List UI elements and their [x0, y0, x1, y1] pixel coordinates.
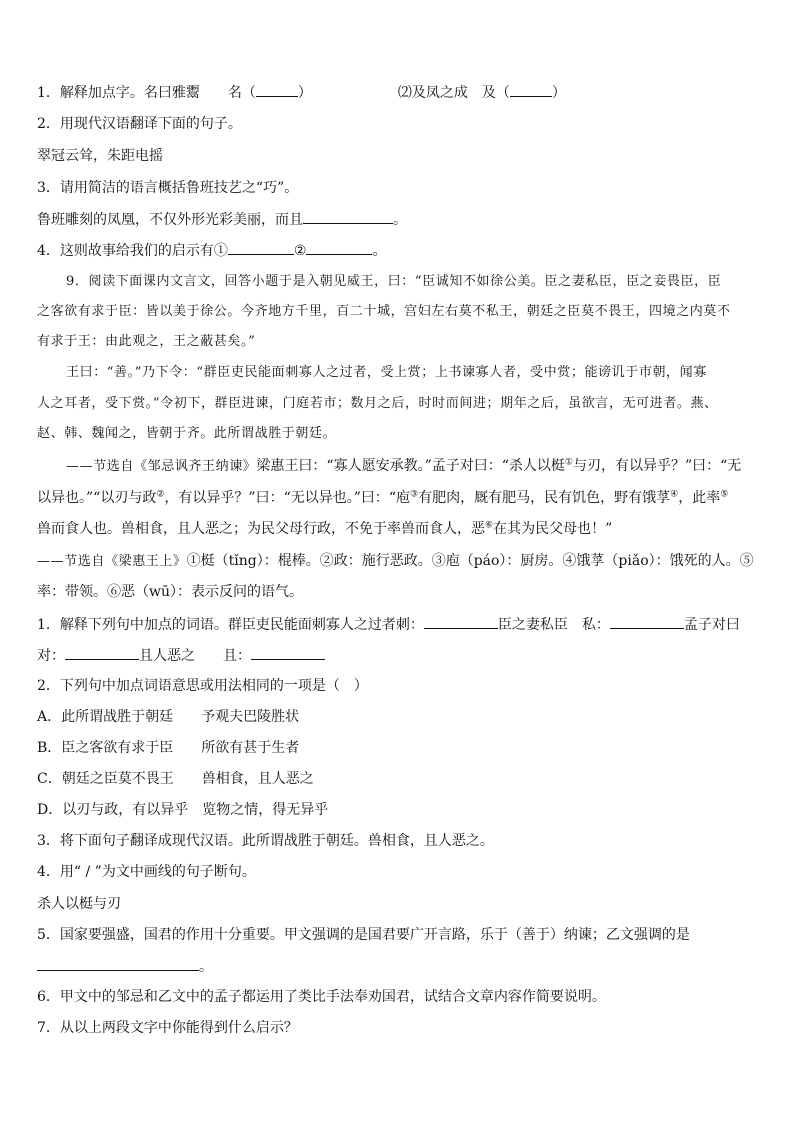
answer-blank[interactable]: [228, 240, 294, 255]
option-b[interactable]: B．臣之客欲有求于臣 所欲有甚于生者: [37, 740, 300, 756]
top-question-1: 1．解释加点字。名曰雅鬻 名（ ） ⑵及凤之成 及（ ）: [37, 82, 782, 103]
question-5: 5．国家要强盛，国君的作用十分重要。甲文强调的是国君要广开言路，乐于（善于）纳谏；乙文强调的是: [37, 927, 690, 943]
question-3: 3．将下面句子翻译成现代汉语。此所谓战胜于朝廷。兽相食，且人恶之。: [37, 833, 494, 849]
passage-jia-line: 王曰：“善。”乃下令：“群臣吏民能面刺寡人之过者，受上赏；上书谏寡人者，受中赏；能谤讥于市朝，闻寡: [66, 365, 707, 380]
question-7: 7．从以上两段文字中你能得到什么启示？: [37, 1020, 298, 1036]
question-5-answer: 。: [37, 956, 782, 977]
passage-jia-line: 9．阅读下面课内文言文，回答小题于是入朝见威王，曰：“臣诚知不如徐公美。臣之妻私臣，臣之妾畏臣，臣: [66, 274, 722, 289]
passage-yi-line: 兽而食人也。兽相食，且人恶之；为民父母行政，不免于率兽而食人，恶⑥在其为民父母也！”: [37, 520, 613, 537]
question-1-cont: 对： 且人恶之 且：: [37, 645, 782, 666]
answer-blank[interactable]: [65, 645, 139, 660]
option-d[interactable]: D．以刃与政，有以异乎 览物之情，得无异乎: [37, 802, 329, 818]
option-a[interactable]: A．此所谓战胜于朝廷 予观夫巴陵胜状: [37, 709, 300, 725]
notes-line: 率：带领。⑥恶（wū）：表示反问的语气。: [37, 584, 303, 600]
passage-yi-line: ——节选自《邹忌讽齐王纳谏》梁惠王曰：“寡人愿安承教。”孟子对曰：“杀人以梃①与刃，有以异乎？”曰：“无: [66, 457, 742, 474]
notes-line: ——节选自《梁惠王上》①梃（tǐng）：棍棒。②政：施行恶政。③庖（páo）：厨房。④饿莩（piǎo）：饿死的人。⑤: [37, 553, 754, 569]
answer-blank[interactable]: [37, 956, 199, 971]
passage-yi-line: 以异也。”“以刃与政②，有以异乎？”曰：“无以异也。”曰：“庖③有肥肉，厩有肥马，民有饥色，野有饿莩④，此率⑤: [37, 489, 729, 506]
question-1: 1．解释下列句中加点的词语。群臣吏民能面刺寡人之过者刺： 臣之妻私臣 私： 孟子对曰: [37, 614, 782, 635]
top-question-4: 4．这则故事给我们的启示有① ② 。: [37, 240, 782, 261]
passage-jia-line: 有求于王：由此观之，王之蔽甚矣。”: [37, 334, 256, 349]
question-4-sentence: 杀人以梃与刃: [37, 896, 121, 912]
answer-blank[interactable]: [610, 614, 684, 629]
answer-blank[interactable]: [251, 645, 325, 660]
answer-blank[interactable]: [424, 614, 498, 629]
option-c[interactable]: C．朝廷之臣莫不畏王 兽相食，且人恶之: [37, 771, 314, 787]
answer-blank[interactable]: [306, 240, 372, 255]
top-question-3-answer: 鲁班雕刻的凤凰，不仅外形光彩美丽，而且 。: [37, 209, 782, 230]
answer-blank[interactable]: [303, 209, 393, 224]
passage-jia-line: 之客欲有求于臣：皆以美于徐公。今齐地方千里，百二十城，宫妇左右莫不私王，朝廷之臣莫不畏王，四境之内莫不: [37, 304, 731, 319]
passage-jia-line: 赵、韩、魏闻之，皆朝于齐。此所谓战胜于朝廷。: [37, 426, 337, 441]
answer-blank[interactable]: [256, 82, 298, 97]
passage-jia-line: 人之耳者，受下赏。”令初下，群臣进谏，门庭若市；数月之后，时时而间进；期年之后，虽欲言，无可进者。燕、: [37, 396, 718, 411]
top-question-2: 2．用现代汉语翻译下面的句子。: [37, 116, 242, 132]
answer-blank[interactable]: [510, 82, 552, 97]
question-2: 2．下列句中加点词语意思或用法相同的一项是（ ）: [37, 678, 368, 694]
top-question-3: 3．请用简洁的语言概括鲁班技艺之“巧”。: [37, 180, 299, 196]
top-question-2-sentence: 翠冠云耸，朱距电摇: [37, 148, 163, 164]
question-4: 4．用“ / ”为文中画线的句子断句。: [37, 864, 256, 880]
question-6: 6．甲文中的邹忌和乙文中的孟子都运用了类比手法奉劝国君，试结合文章内容作简要说明。: [37, 989, 606, 1005]
